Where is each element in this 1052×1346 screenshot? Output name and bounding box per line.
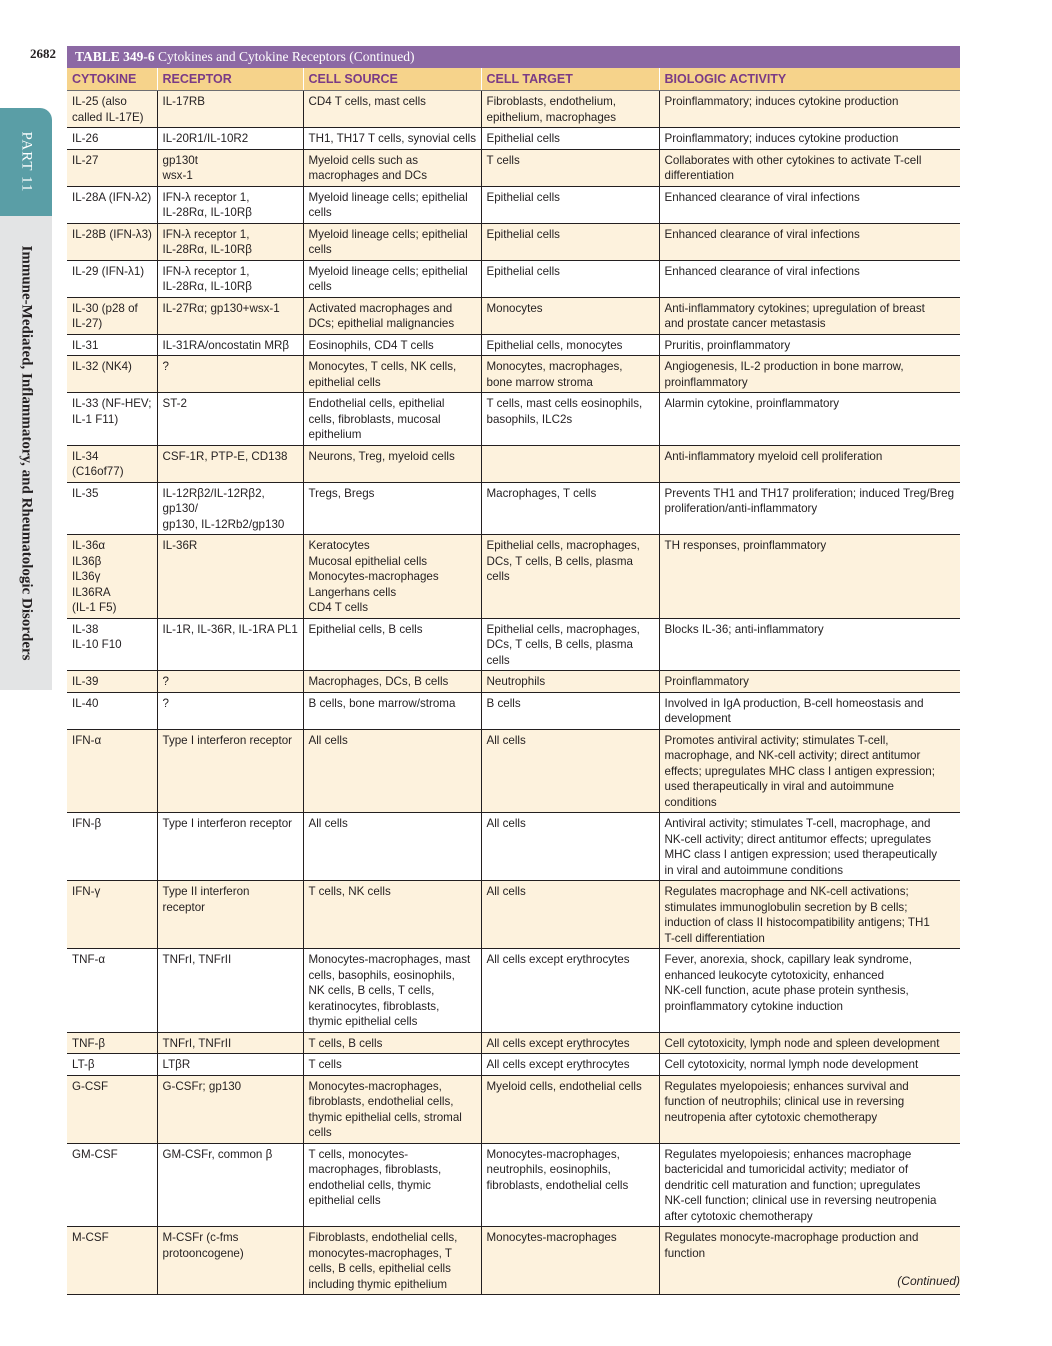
cell-cell-source <box>303 1032 481 1054</box>
cell-cytokine <box>67 356 157 393</box>
cell-biologic-activity <box>659 1032 960 1054</box>
cell-text: Enhanced clearance of viral infections <box>664 190 860 204</box>
cell-text: IL-36R <box>162 539 198 552</box>
cell-cell-source <box>303 297 481 334</box>
table-row <box>67 692 960 729</box>
cell-cytokine <box>67 813 157 881</box>
cell-text: Myeloid cells, endothelial cells <box>486 1079 642 1093</box>
cell-text: Monocytes-macrophages, mast cells, basophils, eosinophils, NK cells, B cells, T cells, keratinocytes, fibroblasts, thymic epithelial cells <box>308 953 471 1028</box>
cell-text: ST-2 <box>162 397 187 410</box>
cell-cytokine <box>67 1032 157 1054</box>
cell-text: Prevents TH1 and TH17 proliferation; induced Treg/Breg proliferation/anti-inflammatory <box>664 486 955 515</box>
cell-text: Type I interferon receptor <box>162 733 293 747</box>
cell-text: Monocytes-macrophages, neutrophils, eosinophils, fibroblasts, endothelial cells <box>486 1147 629 1192</box>
table-row <box>67 949 960 1033</box>
cell-cell-target <box>481 393 659 446</box>
part-tab <box>0 108 52 216</box>
cell-cell-source <box>303 149 481 186</box>
cell-text: Myeloid cells such as macrophages and DCs <box>308 153 428 182</box>
cell-cell-source <box>303 356 481 393</box>
cell-cytokine <box>67 1143 157 1227</box>
cell-cell-target <box>481 128 659 150</box>
cell-cytokine <box>67 482 157 535</box>
cell-text: Monocytes, macrophages, bone marrow stroma <box>486 360 623 389</box>
table-row <box>67 445 960 482</box>
cell-text: TNFrI, TNFrII <box>162 953 232 966</box>
cell-text: Promotes antiviral activity; stimulates T-cell, macrophage, and NK-cell activity; direct antitumor effects; upregulates MHC class I antigen expression; used therapeutically in viral and autoimmune conditions <box>664 733 935 809</box>
cell-text: B cells <box>486 696 521 710</box>
cell-text: Epithelial cells <box>486 132 560 145</box>
cell-cell-target <box>481 297 659 334</box>
cell-biologic-activity <box>659 393 960 446</box>
cell-cell-source <box>303 1054 481 1076</box>
cell-cytokine <box>67 1075 157 1143</box>
cell-cell-source <box>303 881 481 949</box>
cell-text: IL-29 (IFN-λ1) <box>72 264 145 278</box>
cell-text: All cells except erythrocytes <box>486 1036 630 1050</box>
table-row <box>67 334 960 356</box>
cell-cell-target <box>481 618 659 671</box>
cell-text: TNFrI, TNFrII <box>162 1036 232 1050</box>
cell-text: Proinflammatory; induces cytokine production <box>664 132 899 145</box>
cell-receptor <box>157 1227 303 1295</box>
cell-biologic-activity <box>659 445 960 482</box>
cell-receptor <box>157 186 303 223</box>
cell-text: G-CSF <box>72 1079 109 1093</box>
cell-receptor <box>157 729 303 813</box>
cell-text: Activated macrophages and DCs; epithelial malignancies <box>308 301 455 330</box>
cell-text: M-CSFr (c-fms protooncogene) <box>162 1231 244 1260</box>
cell-text: LTβR <box>162 1058 191 1071</box>
cell-cell-source <box>303 128 481 150</box>
cell-text: IL-20R1/IL-10R2 <box>162 132 249 145</box>
cell-receptor <box>157 618 303 671</box>
cell-biologic-activity <box>659 260 960 297</box>
cell-text: T cells, NK cells <box>308 885 391 898</box>
continued-label: (Continued) <box>897 1274 960 1288</box>
cell-biologic-activity <box>659 729 960 813</box>
table-caption: Cytokines and Cytokine Receptors (Continued) <box>158 49 415 64</box>
cell-cell-target <box>481 223 659 260</box>
header-cytokine: CYTOKINE <box>67 68 157 91</box>
cell-cytokine <box>67 297 157 334</box>
table-row <box>67 393 960 446</box>
cell-text: Anti-inflammatory myeloid cell proliferation <box>664 449 883 463</box>
cell-cell-target <box>481 356 659 393</box>
cell-text: ? <box>162 696 169 710</box>
cell-cell-target <box>481 1143 659 1227</box>
cell-text: CD4 T cells, mast cells <box>308 95 426 108</box>
table-row <box>67 1032 960 1054</box>
cell-text: IL-26 <box>72 132 99 145</box>
cell-cytokine <box>67 729 157 813</box>
cell-text: Enhanced clearance of viral infections <box>664 227 860 241</box>
cell-text: Monocytes-macrophages <box>486 1231 617 1244</box>
cell-receptor <box>157 445 303 482</box>
cell-text: IL-35 <box>72 486 99 500</box>
table-row <box>67 356 960 393</box>
cell-text: T cells <box>308 1058 342 1071</box>
cell-receptor <box>157 949 303 1033</box>
data-table <box>67 68 960 1295</box>
cell-biologic-activity <box>659 149 960 186</box>
cell-receptor <box>157 1032 303 1054</box>
cell-text: Epithelial cells, B cells <box>308 622 423 636</box>
table-row <box>67 1227 960 1295</box>
cell-cell-target <box>481 1227 659 1295</box>
table-row <box>67 618 960 671</box>
cell-text: Neurons, Treg, myeloid cells <box>308 449 455 463</box>
cell-text: TNF-α <box>72 953 106 966</box>
cell-text: TNF-β <box>72 1036 106 1050</box>
cell-text: Proinflammatory; induces cytokine production <box>664 95 899 108</box>
cell-cytokine <box>67 1054 157 1076</box>
cell-text: IFN-λ receptor 1, IL-28Rα, IL-10Rβ <box>162 264 252 293</box>
cell-text: IFN-γ <box>72 885 101 898</box>
cell-biologic-activity <box>659 482 960 535</box>
cell-cell-source <box>303 1075 481 1143</box>
cell-text: IL-31 <box>72 338 99 352</box>
cell-receptor <box>157 1143 303 1227</box>
cell-cell-source <box>303 260 481 297</box>
section-title: Immune-Mediated, Inflammatory, and Rheumatologic Disorders <box>18 245 35 661</box>
cell-cell-source <box>303 482 481 535</box>
table-row <box>67 881 960 949</box>
cell-text: Fibroblasts, endothelial cells, monocytes-macrophages, T cells, B cells, epithelial cells including thymic epithelium <box>308 1231 458 1291</box>
cell-cytokine <box>67 186 157 223</box>
cell-cell-source <box>303 393 481 446</box>
cell-cell-source <box>303 1143 481 1227</box>
cell-cell-source <box>303 692 481 729</box>
cell-biologic-activity <box>659 1054 960 1076</box>
cytokine-table <box>67 46 960 1295</box>
cell-text: T cells, monocytes- macrophages, fibroblasts, endothelial cells, thymic epithelial cells <box>308 1147 442 1207</box>
cell-text: All cells <box>486 885 526 898</box>
cell-receptor <box>157 334 303 356</box>
cell-text: Keratocytes Mucosal epithelial cells Monocytes-macrophages Langerhans cells CD4 T cells <box>308 539 439 614</box>
cell-cytokine <box>67 671 157 693</box>
cell-text: TH1, TH17 T cells, synovial cells <box>308 132 477 145</box>
table-row <box>67 1075 960 1143</box>
cell-text: IFN-λ receptor 1, IL-28Rα, IL-10Rβ <box>162 227 252 256</box>
cell-biologic-activity <box>659 949 960 1033</box>
part-sidebar <box>0 108 52 690</box>
header-cell-target: CELL TARGET <box>481 68 659 91</box>
table-row <box>67 1143 960 1227</box>
section-title-tab <box>0 216 52 690</box>
cell-text: Antiviral activity; stimulates T-cell, macrophage, and NK-cell activity; direct antitumor effects; upregulates MHC class I antigen expression; used therapeutically in viral and autoimmune conditions <box>664 817 938 877</box>
cell-cytokine <box>67 91 157 128</box>
cell-text: T cells, mast cells eosinophils, basophils, ILC2s <box>486 397 643 426</box>
table-row <box>67 671 960 693</box>
cell-cell-target <box>481 535 659 619</box>
cell-cell-target <box>481 1075 659 1143</box>
cell-biologic-activity <box>659 128 960 150</box>
cell-text: IL-25 (also called IL-17E) <box>72 95 144 124</box>
cell-biologic-activity <box>659 356 960 393</box>
cell-biologic-activity <box>659 535 960 619</box>
cell-text: Macrophages, T cells <box>486 486 597 500</box>
cell-receptor <box>157 482 303 535</box>
cell-text: IL-28B (IFN-λ3) <box>72 227 152 241</box>
cell-text: GM-CSFr, common β <box>162 1147 273 1161</box>
table-row <box>67 297 960 334</box>
cell-cell-target <box>481 671 659 693</box>
cell-cytokine <box>67 618 157 671</box>
cell-cytokine <box>67 393 157 446</box>
cell-text: M-CSF <box>72 1231 109 1244</box>
cell-cell-target <box>481 91 659 128</box>
cell-text: TH responses, proinflammatory <box>664 539 827 552</box>
cell-cell-target <box>481 813 659 881</box>
cell-cell-source <box>303 671 481 693</box>
cell-cytokine <box>67 949 157 1033</box>
table-row <box>67 260 960 297</box>
cell-text: IL-17RB <box>162 95 206 108</box>
cell-text: Fibroblasts, endothelium, epithelium, macrophages <box>486 95 617 124</box>
cell-text: All cells <box>308 733 348 747</box>
cell-receptor <box>157 223 303 260</box>
cell-receptor <box>157 393 303 446</box>
cell-text: G-CSFr; gp130 <box>162 1079 242 1093</box>
cell-text: Involved in IgA production, B-cell homeostasis and development <box>664 696 924 725</box>
cell-cell-target <box>481 482 659 535</box>
cell-text: GM-CSF <box>72 1147 118 1161</box>
cell-text: Myeloid lineage cells; epithelial cells <box>308 227 468 256</box>
part-label: PART 11 <box>18 131 35 193</box>
table-row <box>67 149 960 186</box>
cell-biologic-activity <box>659 1075 960 1143</box>
cell-text: Epithelial cells <box>486 190 560 204</box>
cell-text: IL-39 <box>72 675 99 688</box>
cell-text: Angiogenesis, IL-2 production in bone marrow, proinflammatory <box>664 360 904 389</box>
cell-cell-target <box>481 692 659 729</box>
header-biologic-activity: BIOLOGIC ACTIVITY <box>659 68 960 91</box>
cell-text: Regulates monocyte-macrophage production and function <box>664 1231 919 1260</box>
cell-receptor <box>157 356 303 393</box>
cell-biologic-activity <box>659 334 960 356</box>
header-cell-source: CELL SOURCE <box>303 68 481 91</box>
cell-text: All cells <box>308 817 348 830</box>
cell-cytokine <box>67 260 157 297</box>
cell-text: Myeloid lineage cells; epithelial cells <box>308 190 468 219</box>
table-row <box>67 1054 960 1076</box>
cell-biologic-activity <box>659 186 960 223</box>
cell-text: Eosinophils, CD4 T cells <box>308 338 434 352</box>
cell-text: IL-33 (NF-HEV; IL-1 F11) <box>72 397 152 426</box>
header-row <box>67 68 960 91</box>
cell-cytokine <box>67 223 157 260</box>
cell-text: Pruritis, proinflammatory <box>664 338 791 352</box>
cell-text: IL-32 (NK4) <box>72 360 132 373</box>
cell-cytokine <box>67 334 157 356</box>
page-number: 2682 <box>30 46 56 61</box>
cell-cytokine <box>67 1227 157 1295</box>
cell-receptor <box>157 260 303 297</box>
cell-text: Cell cytotoxicity, normal lymph node development <box>664 1058 919 1071</box>
cell-cell-target <box>481 949 659 1033</box>
table-number: TABLE 349-6 <box>75 49 155 64</box>
cell-cytokine <box>67 149 157 186</box>
table-body <box>67 91 960 1295</box>
table-row <box>67 729 960 813</box>
cell-receptor <box>157 1054 303 1076</box>
cell-cell-target <box>481 334 659 356</box>
cell-text: gp130t wsx-1 <box>162 153 198 182</box>
cell-cell-target <box>481 1032 659 1054</box>
cell-cell-source <box>303 223 481 260</box>
cell-text: Blocks IL-36; anti-inflammatory <box>664 622 824 636</box>
cell-biologic-activity <box>659 618 960 671</box>
cell-receptor <box>157 671 303 693</box>
cell-text: IL-27Rα; gp130+wsx-1 <box>162 301 280 315</box>
cell-text: IL-28A (IFN-λ2) <box>72 190 152 204</box>
cell-cell-source <box>303 535 481 619</box>
cell-cell-source <box>303 91 481 128</box>
cell-text: T cells <box>486 153 520 167</box>
cell-text: IL-36α IL36β IL36γ IL36RA (IL-1 F5) <box>72 539 117 614</box>
cell-text: Enhanced clearance of viral infections <box>664 264 860 278</box>
cell-text: IL-27 <box>72 153 99 167</box>
cell-receptor <box>157 297 303 334</box>
cell-text: Alarmin cytokine, proinflammatory <box>664 397 840 410</box>
cell-biologic-activity <box>659 91 960 128</box>
cell-cell-target <box>481 445 659 482</box>
header-receptor: RECEPTOR <box>157 68 303 91</box>
cell-cell-target <box>481 186 659 223</box>
cell-cell-source <box>303 334 481 356</box>
cell-text: ? <box>162 675 169 688</box>
cell-text: Neutrophils <box>486 675 546 688</box>
cell-text: IL-31RA/oncostatin MRβ <box>162 338 290 352</box>
cell-cytokine <box>67 445 157 482</box>
table-row <box>67 128 960 150</box>
cell-text: Macrophages, DCs, B cells <box>308 675 449 688</box>
cell-text: Epithelial cells <box>486 227 560 241</box>
cell-text: T cells, B cells <box>308 1036 383 1050</box>
cell-text: IL-40 <box>72 696 99 710</box>
cell-text: CSF-1R, PTP-E, CD138 <box>162 449 288 463</box>
cell-text: Monocytes, T cells, NK cells, epithelial cells <box>308 360 457 389</box>
cell-text: Epithelial cells, monocytes <box>486 338 623 352</box>
cell-cytokine <box>67 128 157 150</box>
cell-cell-source <box>303 186 481 223</box>
cell-text: Collaborates with other cytokines to activate T-cell differentiation <box>664 153 922 182</box>
cell-text: Anti-inflammatory cytokines; upregulation of breast and prostate cancer metastasis <box>664 301 925 330</box>
cell-text: Type I interferon receptor <box>162 817 293 830</box>
cell-cell-target <box>481 149 659 186</box>
cell-text: Tregs, Bregs <box>308 486 375 500</box>
cell-text: All cells <box>486 733 526 747</box>
cell-text: IL-12Rβ2/IL-12Rβ2, gp130/ gp130, IL-12Rb2/gp130 <box>162 486 285 531</box>
cell-text: Epithelial cells, macrophages, DCs, T cells, B cells, plasma cells <box>486 539 640 583</box>
cell-biologic-activity <box>659 881 960 949</box>
table-row <box>67 482 960 535</box>
cell-receptor <box>157 128 303 150</box>
table-row <box>67 223 960 260</box>
cell-text: Regulates myelopoiesis; enhances survival and function of neutrophils; clinical use in reversing neutropenia after cytotoxic chemotherapy <box>664 1079 909 1124</box>
cell-text: IL-34 (C16of77) <box>72 449 124 478</box>
cell-text: All cells except erythrocytes <box>486 1058 630 1071</box>
cell-cell-source <box>303 949 481 1033</box>
cell-text: Cell cytotoxicity, lymph node and spleen development <box>664 1036 940 1050</box>
cell-cytokine <box>67 535 157 619</box>
table-title <box>67 46 960 68</box>
table-row <box>67 535 960 619</box>
cell-cell-target <box>481 1054 659 1076</box>
cell-cell-target <box>481 729 659 813</box>
cell-receptor <box>157 813 303 881</box>
cell-text: All cells <box>486 817 526 830</box>
cell-text: IL-38 IL-10 F10 <box>72 622 122 651</box>
cell-text: Monocytes <box>486 301 543 315</box>
cell-biologic-activity <box>659 671 960 693</box>
cell-text: Monocytes-macrophages, fibroblasts, endothelial cells, thymic epithelial cells, stromal cells <box>308 1079 462 1139</box>
cell-receptor <box>157 692 303 729</box>
cell-cell-target <box>481 881 659 949</box>
cell-biologic-activity <box>659 223 960 260</box>
cell-text: IFN-β <box>72 817 102 830</box>
cell-text: Proinflammatory <box>664 675 749 688</box>
table-row <box>67 813 960 881</box>
cell-cell-source <box>303 1227 481 1295</box>
cell-cell-target <box>481 260 659 297</box>
cell-text: Fever, anorexia, shock, capillary leak syndrome, enhanced leukocyte cytotoxicity, enhanced NK-cell function, acute phase protein synthesis, proinflammatory cytokine induction <box>664 953 912 1013</box>
cell-text: Type II interferon receptor <box>162 885 250 914</box>
cell-text: IL-30 (p28 of IL-27) <box>72 301 138 330</box>
cell-text: Myeloid lineage cells; epithelial cells <box>308 264 468 293</box>
cell-text: IFN-λ receptor 1, IL-28Rα, IL-10Rβ <box>162 190 252 219</box>
cell-text: B cells, bone marrow/stroma <box>308 696 456 710</box>
cell-cell-source <box>303 729 481 813</box>
cell-biologic-activity <box>659 297 960 334</box>
table-row <box>67 91 960 128</box>
cell-biologic-activity <box>659 813 960 881</box>
cell-text: IL-1R, IL-36R, IL-1RA PL1 <box>162 622 298 636</box>
cell-cytokine <box>67 692 157 729</box>
cell-receptor <box>157 149 303 186</box>
cell-text: Endothelial cells, epithelial cells, fibroblasts, mucosal epithelium <box>308 397 445 441</box>
cell-cytokine <box>67 881 157 949</box>
cell-biologic-activity <box>659 692 960 729</box>
cell-receptor <box>157 881 303 949</box>
cell-text: ? <box>162 360 169 373</box>
cell-text: Epithelial cells, macrophages, DCs, T cells, B cells, plasma cells <box>486 622 640 667</box>
table-row <box>67 186 960 223</box>
cell-receptor <box>157 535 303 619</box>
cell-text: LT-β <box>72 1058 95 1071</box>
cell-receptor <box>157 91 303 128</box>
cell-text: IFN-α <box>72 733 102 747</box>
cell-text: Regulates macrophage and NK-cell activations; stimulates immunoglobulin secretion by B cells; induction of class II histocompatibility antigens; TH1 T-cell differentiation <box>664 885 930 945</box>
cell-cell-source <box>303 618 481 671</box>
cell-text: Epithelial cells <box>486 264 560 278</box>
cell-cell-source <box>303 445 481 482</box>
cell-text: All cells except erythrocytes <box>486 953 630 966</box>
cell-cell-source <box>303 813 481 881</box>
cell-receptor <box>157 1075 303 1143</box>
cell-biologic-activity <box>659 1143 960 1227</box>
cell-text: Regulates myelopoiesis; enhances macrophage bactericidal and tumoricidal activity; mediator of dendritic cell maturation and function; upregulates NK-cell function; clinical use in reversing neutropenia after cytotoxic chemotherapy <box>664 1147 937 1223</box>
